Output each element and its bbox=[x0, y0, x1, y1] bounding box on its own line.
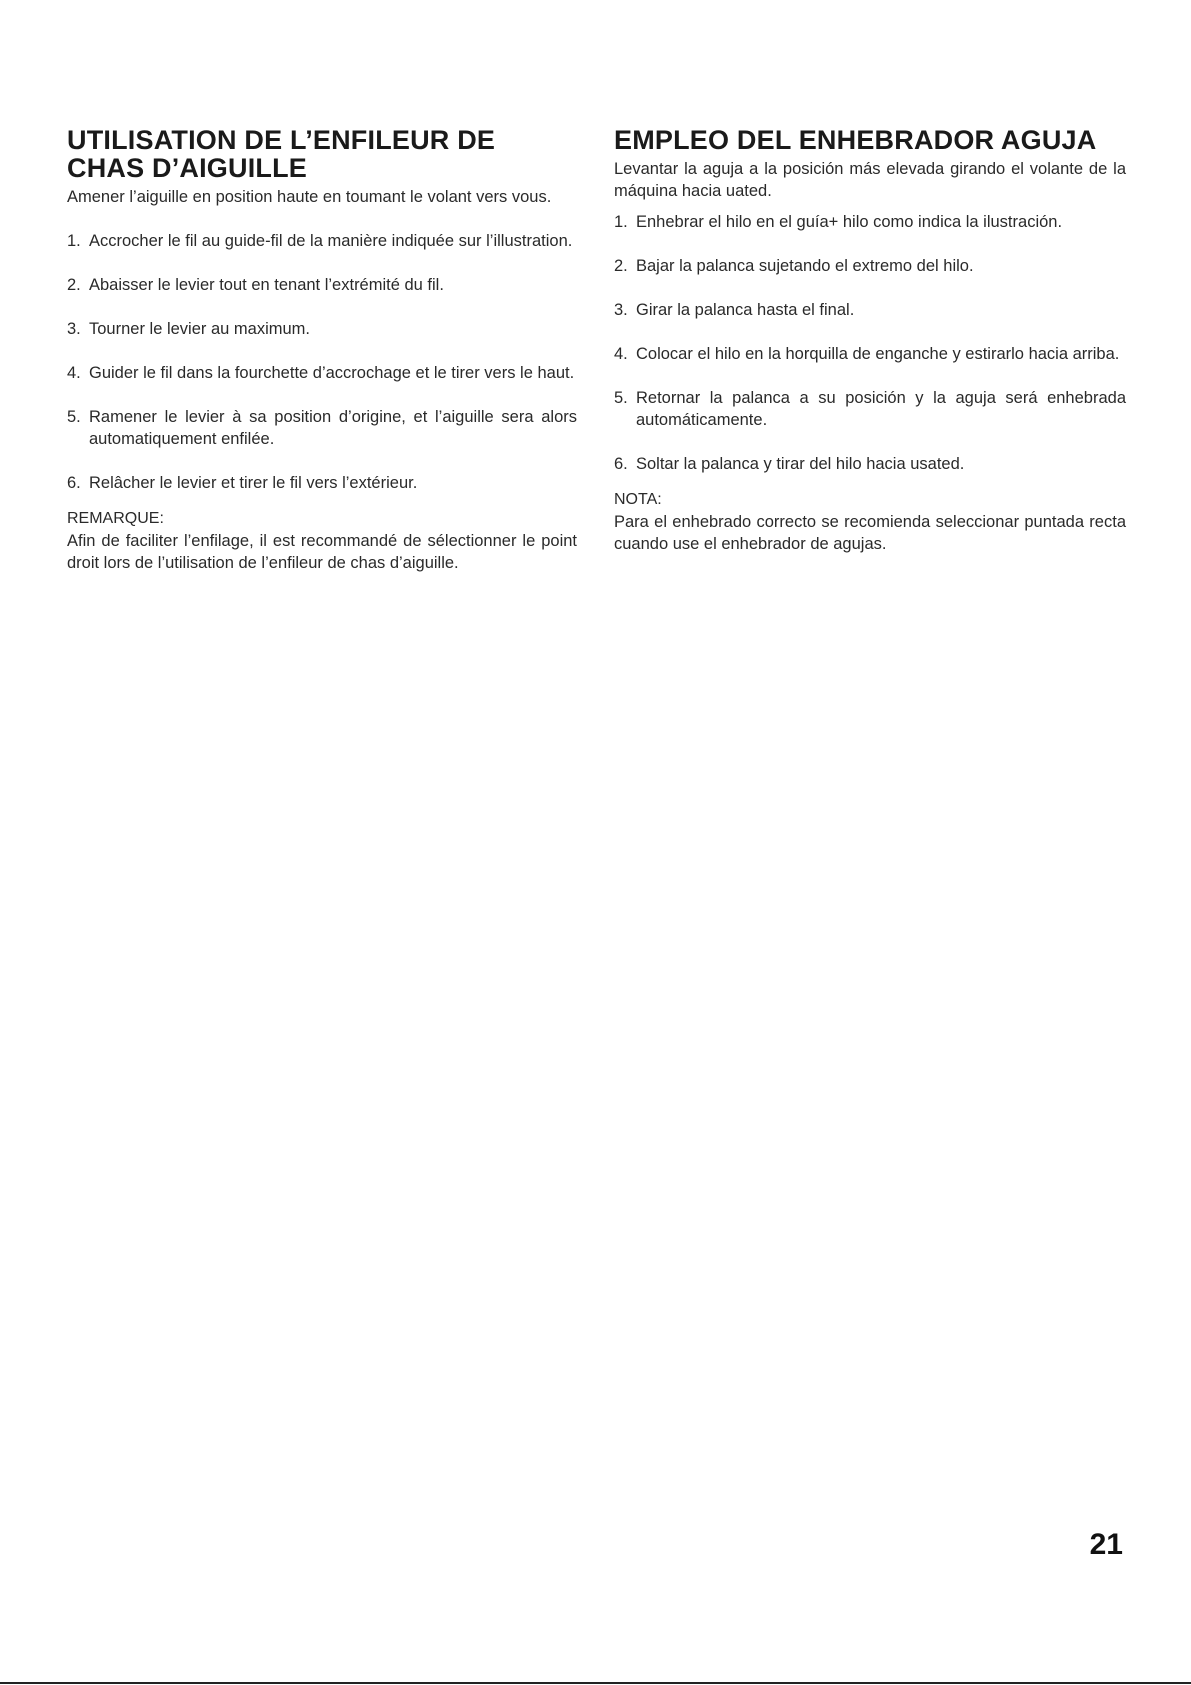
step-text: Tourner le levier au maximum. bbox=[89, 320, 310, 338]
spanish-section bbox=[614, 126, 1126, 555]
step-number: 2. bbox=[67, 276, 81, 294]
step-text: Soltar la palanca y tirar del hilo hacia usated. bbox=[636, 455, 965, 473]
spanish-title: EMPLEO DEL ENHEBRADOR AGUJA bbox=[614, 125, 1097, 155]
step-number: 1. bbox=[67, 232, 81, 250]
spanish-intro: Levantar la aguja a la posición más elevada girando el volante de la máquina hacia uated. bbox=[614, 160, 1126, 200]
french-step bbox=[67, 406, 577, 450]
french-title: UTILISATION DE L’ENFILEUR DE CHAS D’AIGUILLE bbox=[67, 125, 496, 183]
french-step bbox=[67, 318, 577, 340]
french-section bbox=[67, 126, 577, 574]
french-note-label: REMARQUE: bbox=[67, 510, 164, 527]
step-number: 5. bbox=[614, 389, 628, 407]
spanish-step bbox=[614, 299, 1126, 321]
step-text: Accrocher le fil au guide-fil de la manière indiquée sur l’illustration. bbox=[89, 232, 573, 250]
step-number: 6. bbox=[67, 474, 81, 492]
step-text: Enhebrar el hilo en el guía+ hilo como indica la ilustración. bbox=[636, 213, 1063, 231]
step-text: Retornar la palanca a su posición y la aguja será enhebrada automáticamente. bbox=[636, 389, 1126, 429]
step-text: Colocar el hilo en la horquilla de enganche y estirarlo hacia arriba. bbox=[636, 345, 1120, 363]
spanish-note-text: Para el enhebrado correcto se recomienda seleccionar puntada recta cuando use el enhebrador de agujas. bbox=[614, 513, 1126, 553]
french-note-text: Afin de faciliter l’enfilage, il est recommandé de sélectionner le point droit lors de l’utilisation de l’enfileur de chas d’aiguille. bbox=[67, 532, 577, 572]
spanish-step bbox=[614, 211, 1126, 233]
spanish-step bbox=[614, 343, 1126, 365]
step-text: Guider le fil dans la fourchette d’accrochage et le tirer vers le haut. bbox=[89, 364, 575, 382]
spanish-steps-list bbox=[614, 211, 1126, 475]
step-text: Abaisser le levier tout en tenant l’extrémité du fil. bbox=[89, 276, 444, 294]
french-intro: Amener l’aiguille en position haute en toumant le volant vers vous. bbox=[67, 188, 552, 206]
spanish-step bbox=[614, 387, 1126, 431]
step-number: 3. bbox=[67, 320, 81, 338]
french-steps-list bbox=[67, 230, 577, 494]
step-number: 3. bbox=[614, 301, 628, 319]
page-number: 21 bbox=[1089, 1528, 1123, 1561]
step-text: Girar la palanca hasta el final. bbox=[636, 301, 855, 319]
french-step bbox=[67, 362, 577, 384]
step-text: Ramener le levier à sa position d’origine, et l’aiguille sera alors automatiquement enfilée. bbox=[89, 408, 577, 448]
spanish-note-label: NOTA: bbox=[614, 491, 662, 508]
step-number: 1. bbox=[614, 213, 628, 231]
spanish-step bbox=[614, 453, 1126, 475]
step-number: 6. bbox=[614, 455, 628, 473]
french-step bbox=[67, 274, 577, 296]
bottom-rule bbox=[0, 1682, 1191, 1684]
step-number: 4. bbox=[67, 364, 81, 382]
step-text: Bajar la palanca sujetando el extremo del hilo. bbox=[636, 257, 974, 275]
step-number: 5. bbox=[67, 408, 81, 426]
french-step bbox=[67, 230, 577, 252]
french-step bbox=[67, 472, 577, 494]
step-number: 2. bbox=[614, 257, 628, 275]
step-text: Relâcher le levier et tirer le fil vers l’extérieur. bbox=[89, 474, 418, 492]
step-number: 4. bbox=[614, 345, 628, 363]
spanish-step bbox=[614, 255, 1126, 277]
